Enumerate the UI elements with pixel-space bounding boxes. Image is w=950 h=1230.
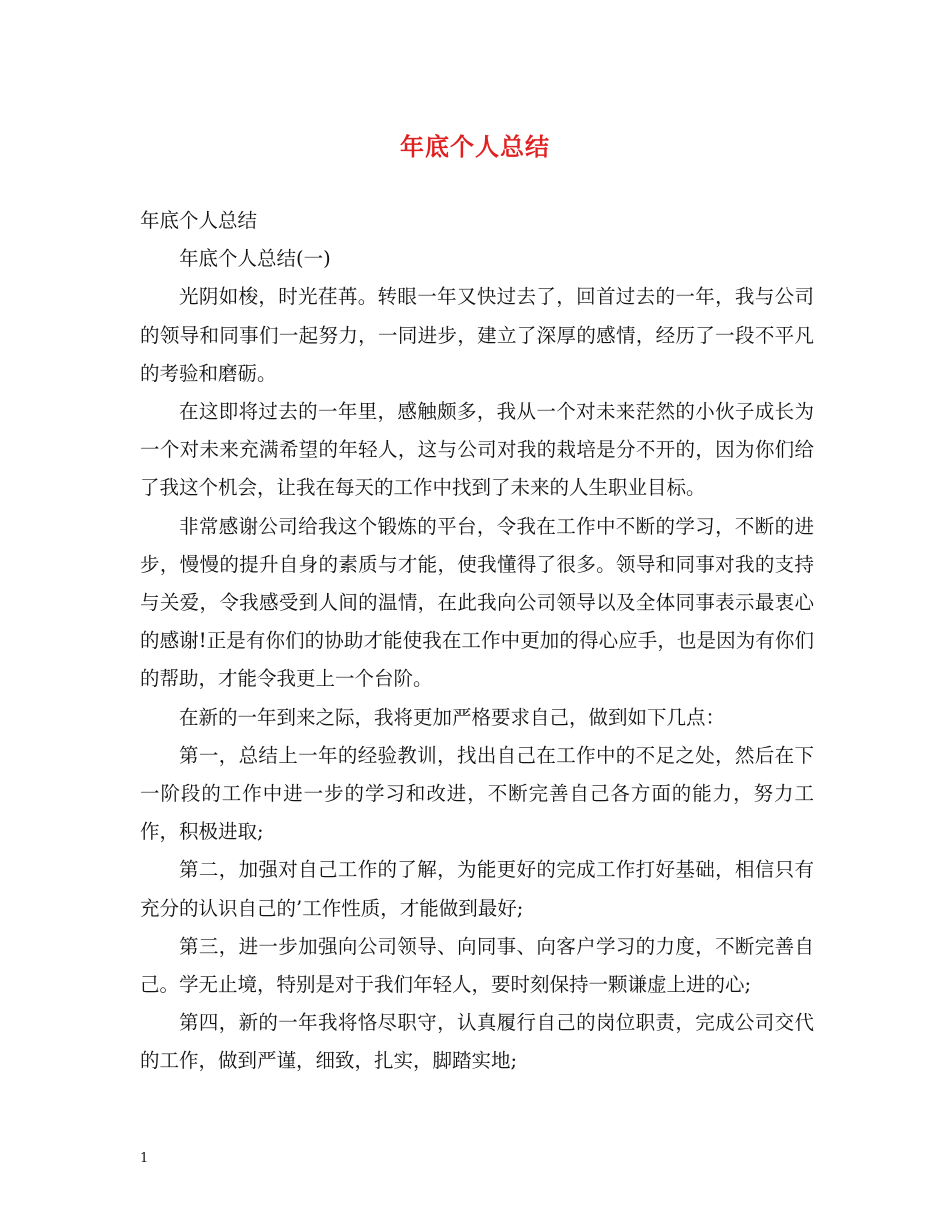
paragraph-point-1: 第一，总结上一年的经验教训，找出自己在工作中的不足之处，然后在下一阶段的工作中进一步的学习和改进，不断完善自己各方面的能力，努力工作，积极进取; <box>140 743 814 844</box>
paragraph: 光阴如梭，时光荏苒。转眼一年又快过去了，回首过去的一年，我与公司的领导和同事们一起努力，一同进步，建立了深厚的感情，经历了一段不平凡的考验和磨砺。 <box>140 285 814 385</box>
document-title: 年底个人总结 <box>400 132 550 161</box>
paragraph-subheading: 年底个人总结(一) <box>179 247 331 271</box>
page-number: 1 <box>140 1151 149 1166</box>
document-body <box>140 202 814 1081</box>
paragraph-heading: 年底个人总结 <box>140 209 258 232</box>
paragraph-point-2: 第二，加强对自己工作的了解，为能更好的完成工作打好基础，相信只有充分的认识自己的’工作性质，才能做到最好; <box>140 858 814 920</box>
paragraph: 非常感谢公司给我这个锻炼的平台，令我在工作中不断的学习，不断的进步，慢慢的提升自身的素质与才能，使我懂得了很多。领导和同事对我的支持与关爱，令我感受到人间的温情，在此我向公司领导以及全体同事表示最衷心的感谢!正是有你们的协助才能使我在工作中更加的得心应手，也是因为有你们的帮助，才能令我更上一个台阶。 <box>140 514 814 691</box>
paragraph-point-4: 第四，新的一年我将恪尽职守，认真履行自己的岗位职责，完成公司交代的工作，做到严谨，细致，扎实，脚踏实地; <box>140 1011 814 1073</box>
paragraph-point-3: 第三，进一步加强向公司领导、向同事、向客户学习的力度，不断完善自己。学无止境，特别是对于我们年轻人，要时刻保持一颗谦虚上进的心; <box>140 934 814 997</box>
paragraph: 在新的一年到来之际，我将更加严格要求自己，做到如下几点： <box>179 705 726 729</box>
paragraph: 在这即将过去的一年里，感触颇多，我从一个对未来茫然的小伙子成长为一个对未来充满希望的年轻人，这与公司对我的栽培是分不开的，因为你们给了我这个机会，让我在每天的工作中找到了未来的人生职业目标。 <box>140 400 814 500</box>
